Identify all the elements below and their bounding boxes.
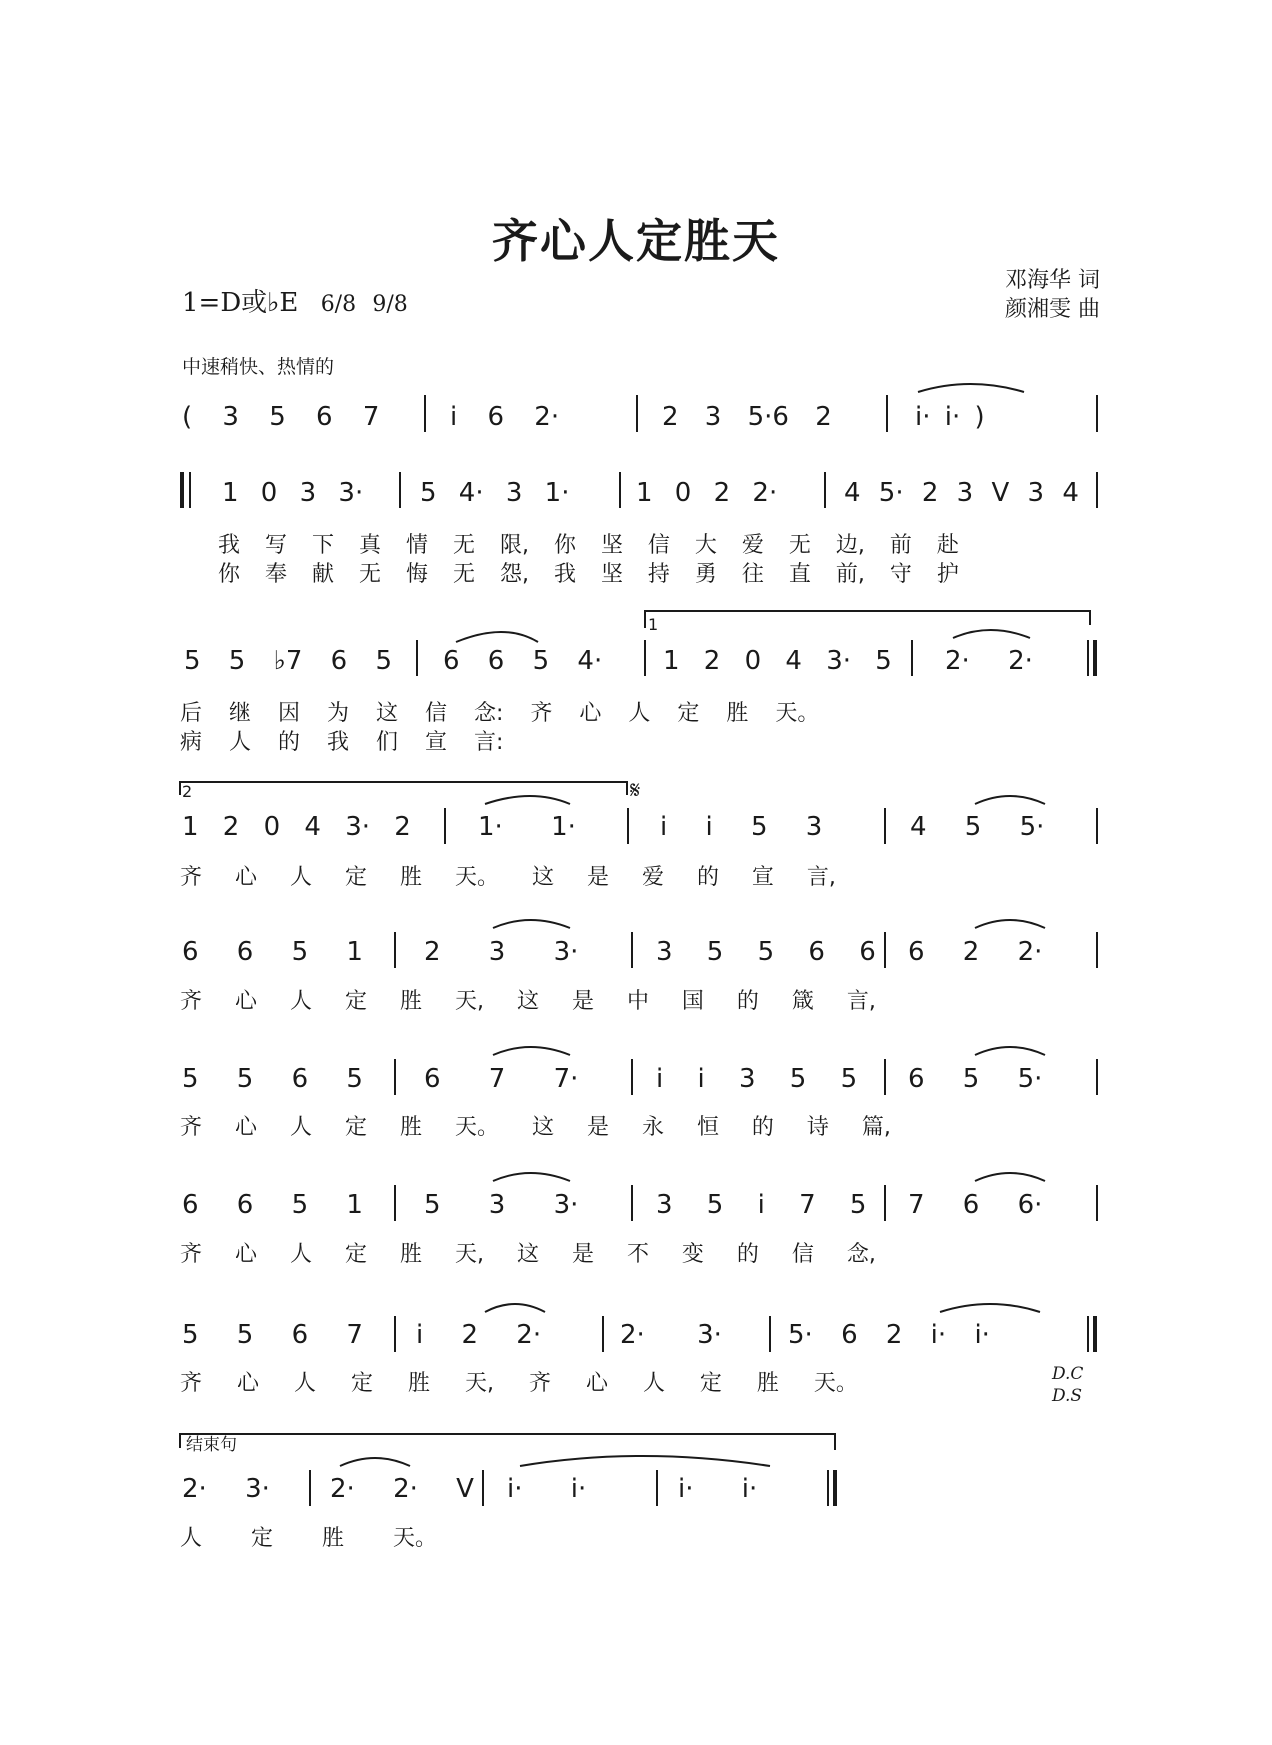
system-4-lyric: 齐 心 人 定 胜 天。 这 是 爱 的 宣 言, xyxy=(180,865,836,890)
system-4-measure-1: 1 2 0 4 3· 2 xyxy=(182,812,411,842)
system-9-measure-3: i· i· xyxy=(507,1474,587,1504)
system-3-measure-2: 6 6 5 4· xyxy=(443,646,603,676)
system-9-measure-2: 2· 2· V xyxy=(330,1474,474,1504)
system-5-measure-4: 6 2 2· xyxy=(908,937,1043,967)
lyricist-credit: 邓海华 词 xyxy=(1005,268,1100,293)
system-8-lyric: 齐 心 人 定 胜 天, 齐 心 人 定 胜 天。 xyxy=(180,1371,858,1396)
system-8-measure-4: 5· 6 2 i· i· xyxy=(788,1320,990,1350)
system-7-measure-3: 3 5 i 7 5 xyxy=(656,1190,867,1220)
system-9-measure-1: 2· 3· xyxy=(182,1474,270,1504)
ds-mark: D.S xyxy=(1052,1386,1083,1406)
system-6-measure-3: i i 3 5 5 xyxy=(656,1064,858,1094)
volta-2-label: 2 xyxy=(182,782,193,801)
time-signature-9-8: 9/8 xyxy=(372,292,408,317)
system-2-lyric-2: 你 奉 献 无 悔 无 怨, 我 坚 持 勇 往 直 前, 守 护 xyxy=(218,562,959,587)
system-2-lyric-1: 我 写 下 真 情 无 限, 你 坚 信 大 爱 无 边, 前 赴 xyxy=(218,533,959,558)
system-8-measure-3: 2· 3· xyxy=(620,1320,722,1350)
system-6-measure-2: 6 7 7· xyxy=(424,1064,579,1094)
system-7-lyric: 齐 心 人 定 胜 天, 这 是 不 变 的 信 念, xyxy=(180,1242,876,1267)
system-4-measure-4: 4 5 5· xyxy=(910,812,1045,842)
composer-credit: 颜湘雯 曲 xyxy=(1005,297,1100,322)
system-5-measure-1: 6 6 5 1 xyxy=(182,937,363,967)
time-signature-6-8: 6/8 xyxy=(320,292,357,317)
ending-label: 结束句 xyxy=(186,1435,237,1455)
system-3-measure-1: 5 5 ♭7 6 5 xyxy=(184,646,393,676)
system-8-measure-1: 5 5 6 7 xyxy=(182,1320,363,1350)
system-2-measure-3: 1 0 2 2· xyxy=(636,478,778,508)
system-8-measure-2: i 2 2· xyxy=(416,1320,542,1350)
system-1-measure-4: i· i· ) xyxy=(915,402,985,432)
system-9-measure-4: i· i· xyxy=(678,1474,758,1504)
system-7-measure-2: 5 3 3· xyxy=(424,1190,579,1220)
system-1-measure-3: 2 3 5·6 2 xyxy=(662,402,832,432)
page-title: 齐心人定胜天 xyxy=(492,214,780,268)
system-5-measure-3: 3 5 5 6 6 xyxy=(656,937,876,967)
system-7-measure-4: 7 6 6· xyxy=(908,1190,1043,1220)
segno-sign: 𝄋 xyxy=(630,776,641,804)
system-2-measure-1: 1 0 3 3· xyxy=(222,478,364,508)
system-3-measure-4: 2· 2· xyxy=(945,646,1033,676)
system-2-measure-4: 4 5· 2 3 V 3 4 xyxy=(844,478,1079,508)
system-3-lyric-2: 病 人 的 我 们 宣 言: xyxy=(180,730,504,755)
system-4-measure-2: 1· 1· xyxy=(478,812,576,842)
system-2-measure-2: 5 4· 3 1· xyxy=(420,478,570,508)
system-6-measure-1: 5 5 6 5 xyxy=(182,1064,363,1094)
system-1-measure-1: ( 3 5 6 7 xyxy=(182,402,380,432)
system-9-lyric: 人 定 胜 天。 xyxy=(180,1526,437,1551)
system-3-measure-3: 1 2 0 4 3· 5 xyxy=(663,646,892,676)
system-3-lyric-1: 后 继 因 为 这 信 念: 齐 心 人 定 胜 天。 xyxy=(180,701,820,726)
system-7-measure-1: 6 6 5 1 xyxy=(182,1190,363,1220)
key-text: 1=D或♭E xyxy=(182,288,299,318)
system-4-measure-3: i i 5 3 xyxy=(660,812,823,842)
system-5-measure-2: 2 3 3· xyxy=(424,937,579,967)
system-5-lyric: 齐 心 人 定 胜 天, 这 是 中 国 的 箴 言, xyxy=(180,989,876,1014)
system-6-lyric: 齐 心 人 定 胜 天。 这 是 永 恒 的 诗 篇, xyxy=(180,1115,891,1140)
system-1-measure-2: i 6 2· xyxy=(450,402,560,432)
tempo-marking: 中速稍快、热情的 xyxy=(182,356,335,378)
dc-mark: D.C xyxy=(1052,1364,1084,1384)
volta-1-label: 1 xyxy=(648,615,659,634)
system-6-measure-4: 6 5 5· xyxy=(908,1064,1043,1094)
